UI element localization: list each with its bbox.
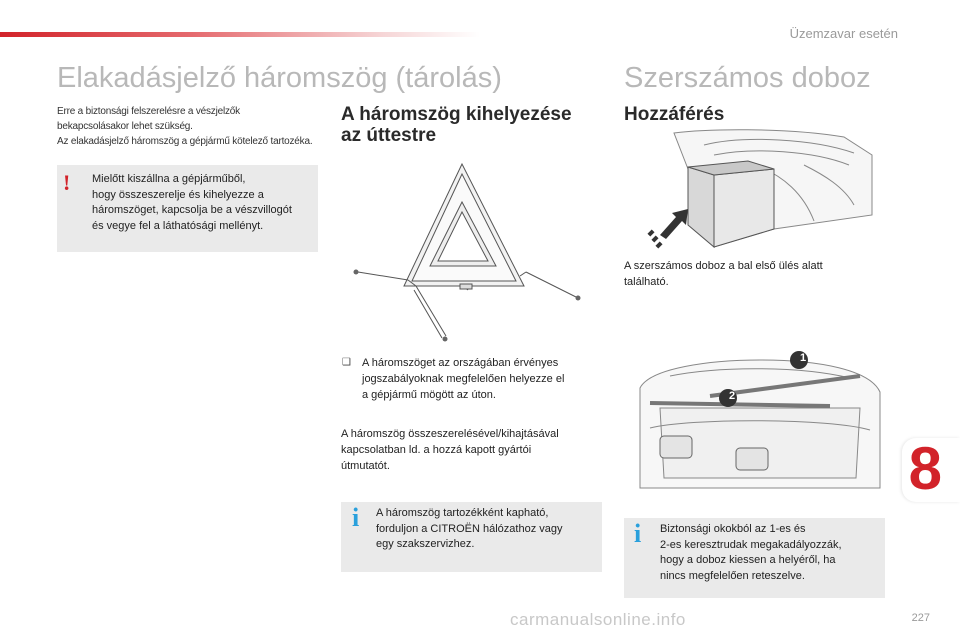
intro-line: Erre a biztonsági felszerelésre a vészjelzők bbox=[57, 106, 240, 117]
seat-toolbox-illustration bbox=[644, 125, 884, 250]
info-line: A háromszög tartozékként kapható, bbox=[376, 507, 549, 519]
location-line: található. bbox=[624, 276, 669, 288]
bullet-line: a gépjármű mögött az úton. bbox=[362, 389, 496, 401]
warning-triangle-illustration bbox=[350, 160, 582, 345]
bullet-line: A háromszöget az országában érvényes bbox=[362, 357, 559, 369]
exclamation-icon: ! bbox=[63, 170, 71, 195]
location-line: A szerszámos doboz a bal első ülés alatt bbox=[624, 260, 823, 272]
warning-text bbox=[92, 172, 314, 234]
chapter-number: 8 bbox=[908, 435, 942, 502]
info-icon: i bbox=[352, 503, 360, 532]
info-line: Biztonsági okokból az 1-es és bbox=[660, 523, 806, 535]
bullet-line: jogszabályoknak megfelelően helyezze el bbox=[362, 373, 565, 385]
toolbox-crossbars-illustration bbox=[630, 348, 885, 498]
info-icon: i bbox=[634, 519, 642, 548]
heading-line: az úttestre bbox=[341, 125, 437, 146]
toolbox-location-text bbox=[624, 258, 874, 290]
heading-line: A háromszög kihelyezése bbox=[341, 104, 572, 125]
callout-1: 1 bbox=[799, 352, 807, 364]
paragraph-line: kapcsolatban ld. a hozzá kapott gyártói bbox=[341, 444, 532, 456]
callout-2: 2 bbox=[728, 390, 736, 402]
info-line: hogy a doboz kiessen a helyéről, ha bbox=[660, 554, 836, 566]
info-text-crossbars bbox=[660, 522, 882, 584]
assembly-paragraph bbox=[341, 426, 601, 474]
info-line: forduljon a CITROËN hálózathoz vagy bbox=[376, 522, 563, 535]
warning-line: hogy összeszerelje és kihelyezze a bbox=[92, 188, 264, 201]
paragraph-line: útmutatót. bbox=[341, 460, 390, 472]
page-number: 227 bbox=[911, 612, 930, 624]
intro-text bbox=[57, 104, 327, 149]
intro-line: Az elakadásjelző háromszög a gépjármű kötelező tartozéka. bbox=[57, 136, 313, 147]
info-line: 2-es keresztrudak megakadályozzák, bbox=[660, 538, 842, 551]
paragraph-line: A háromszög összeszerelésével/kihajtásával bbox=[341, 428, 559, 440]
watermark: carmanualsonline.info bbox=[510, 610, 686, 629]
info-line: nincs megfelelően reteszelve. bbox=[660, 569, 805, 582]
bullet-text bbox=[362, 355, 602, 403]
warning-line: háromszöget, kapcsolja be a vészvillogót bbox=[92, 204, 292, 216]
bullet-icon: ❑ bbox=[342, 357, 351, 368]
header-accent-bar bbox=[0, 32, 480, 37]
info-text-accessory bbox=[376, 506, 598, 553]
warning-line: Mielőtt kiszállna a gépjárműből, bbox=[92, 173, 246, 185]
chapter-title: Üzemzavar esetén bbox=[789, 26, 898, 41]
section-title-triangle: Elakadásjelző háromszög (tárolás) bbox=[57, 62, 502, 94]
info-line: egy szakszervizhez. bbox=[376, 538, 475, 550]
warning-line: és vegye fel a láthatósági mellényt. bbox=[92, 219, 264, 232]
subheading-access: Hozzáférés bbox=[624, 104, 725, 125]
intro-line: bekapcsolásakor lehet szükség. bbox=[57, 121, 193, 132]
section-title-toolbox: Szerszámos doboz bbox=[624, 62, 871, 94]
heading-triangle-placement bbox=[341, 104, 572, 146]
